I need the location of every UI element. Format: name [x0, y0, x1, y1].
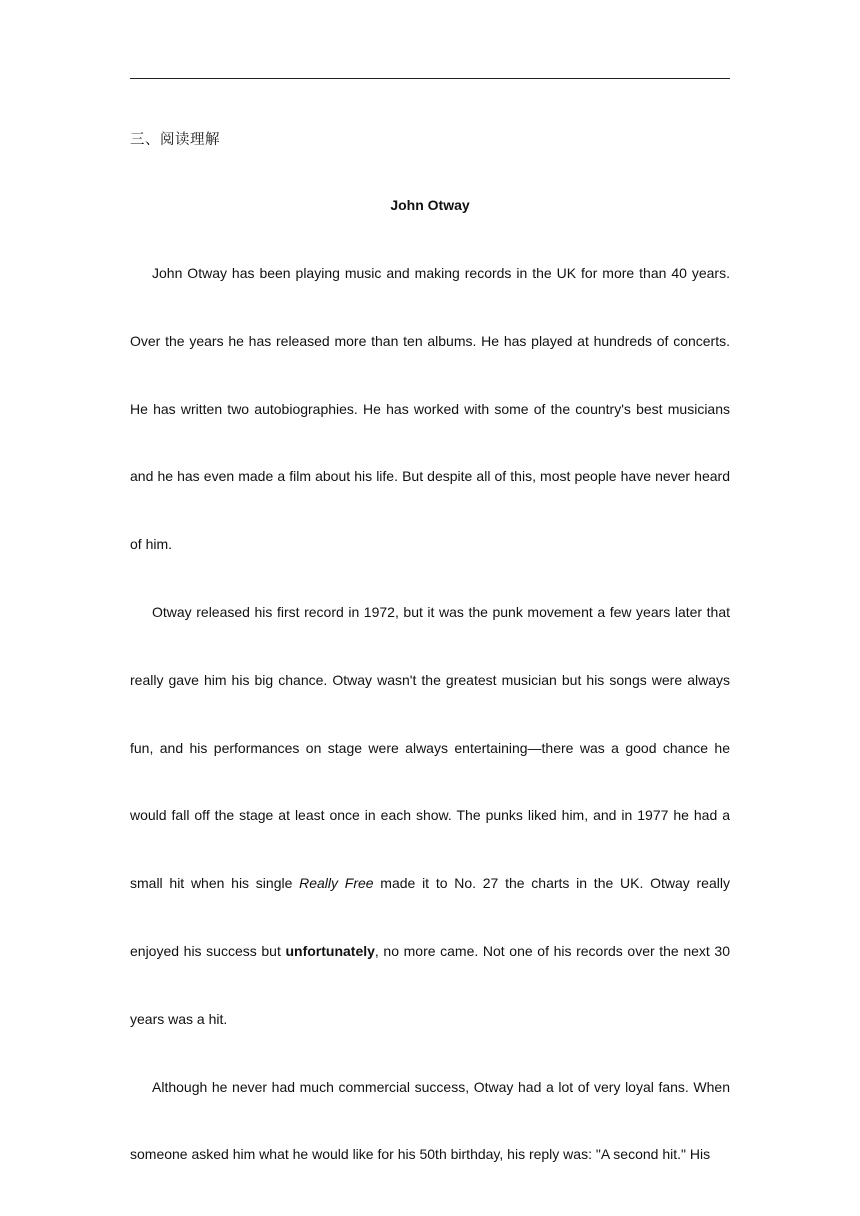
song-title-italic: Really Free — [299, 875, 374, 892]
paragraph-3 — [130, 1054, 730, 1190]
paragraph-text: Otway released his first record in 1972, but it was the punk movement a few years later that really gave him his big chance. Otway wasn't the greatest musician but his songs were always fun, and his performances on stage were always entertaining—there was a good chance he would fall off the stage at least once in each show. The punks liked him, and in 1977 he had a small hit when his single — [130, 603, 730, 892]
paragraph-text: John Otway has been playing music and making records in the UK for more than 40 years. Over the years he has released more than ten albums. He has played at hundreds of concerts. He has written two autobiographies. He has worked with some of the country's best musicians and he has even made a film about his life. But despite all of this, most people have never heard of him. — [130, 265, 730, 553]
paragraph-text: , no more came. Not one of his records over the next 30 years was a hit. — [130, 942, 730, 1027]
paragraph-text: Although he never had much commercial success, Otway had a lot of very loyal fans. When someone asked him what he would like for his 50th birthday, his reply was: "A second hit." His — [130, 1078, 730, 1163]
paragraph-1 — [130, 240, 730, 579]
section-heading: 三、阅读理解 — [130, 132, 220, 148]
passage-body — [130, 240, 730, 1189]
passage-title: John Otway — [390, 197, 470, 213]
header-rule — [130, 78, 730, 79]
paragraph-text: made it to No. 27 the charts in the UK. Otway really enjoyed his success but — [130, 875, 730, 959]
bold-keyword: unfortunately — [285, 942, 375, 959]
paragraph-2 — [130, 579, 730, 1054]
